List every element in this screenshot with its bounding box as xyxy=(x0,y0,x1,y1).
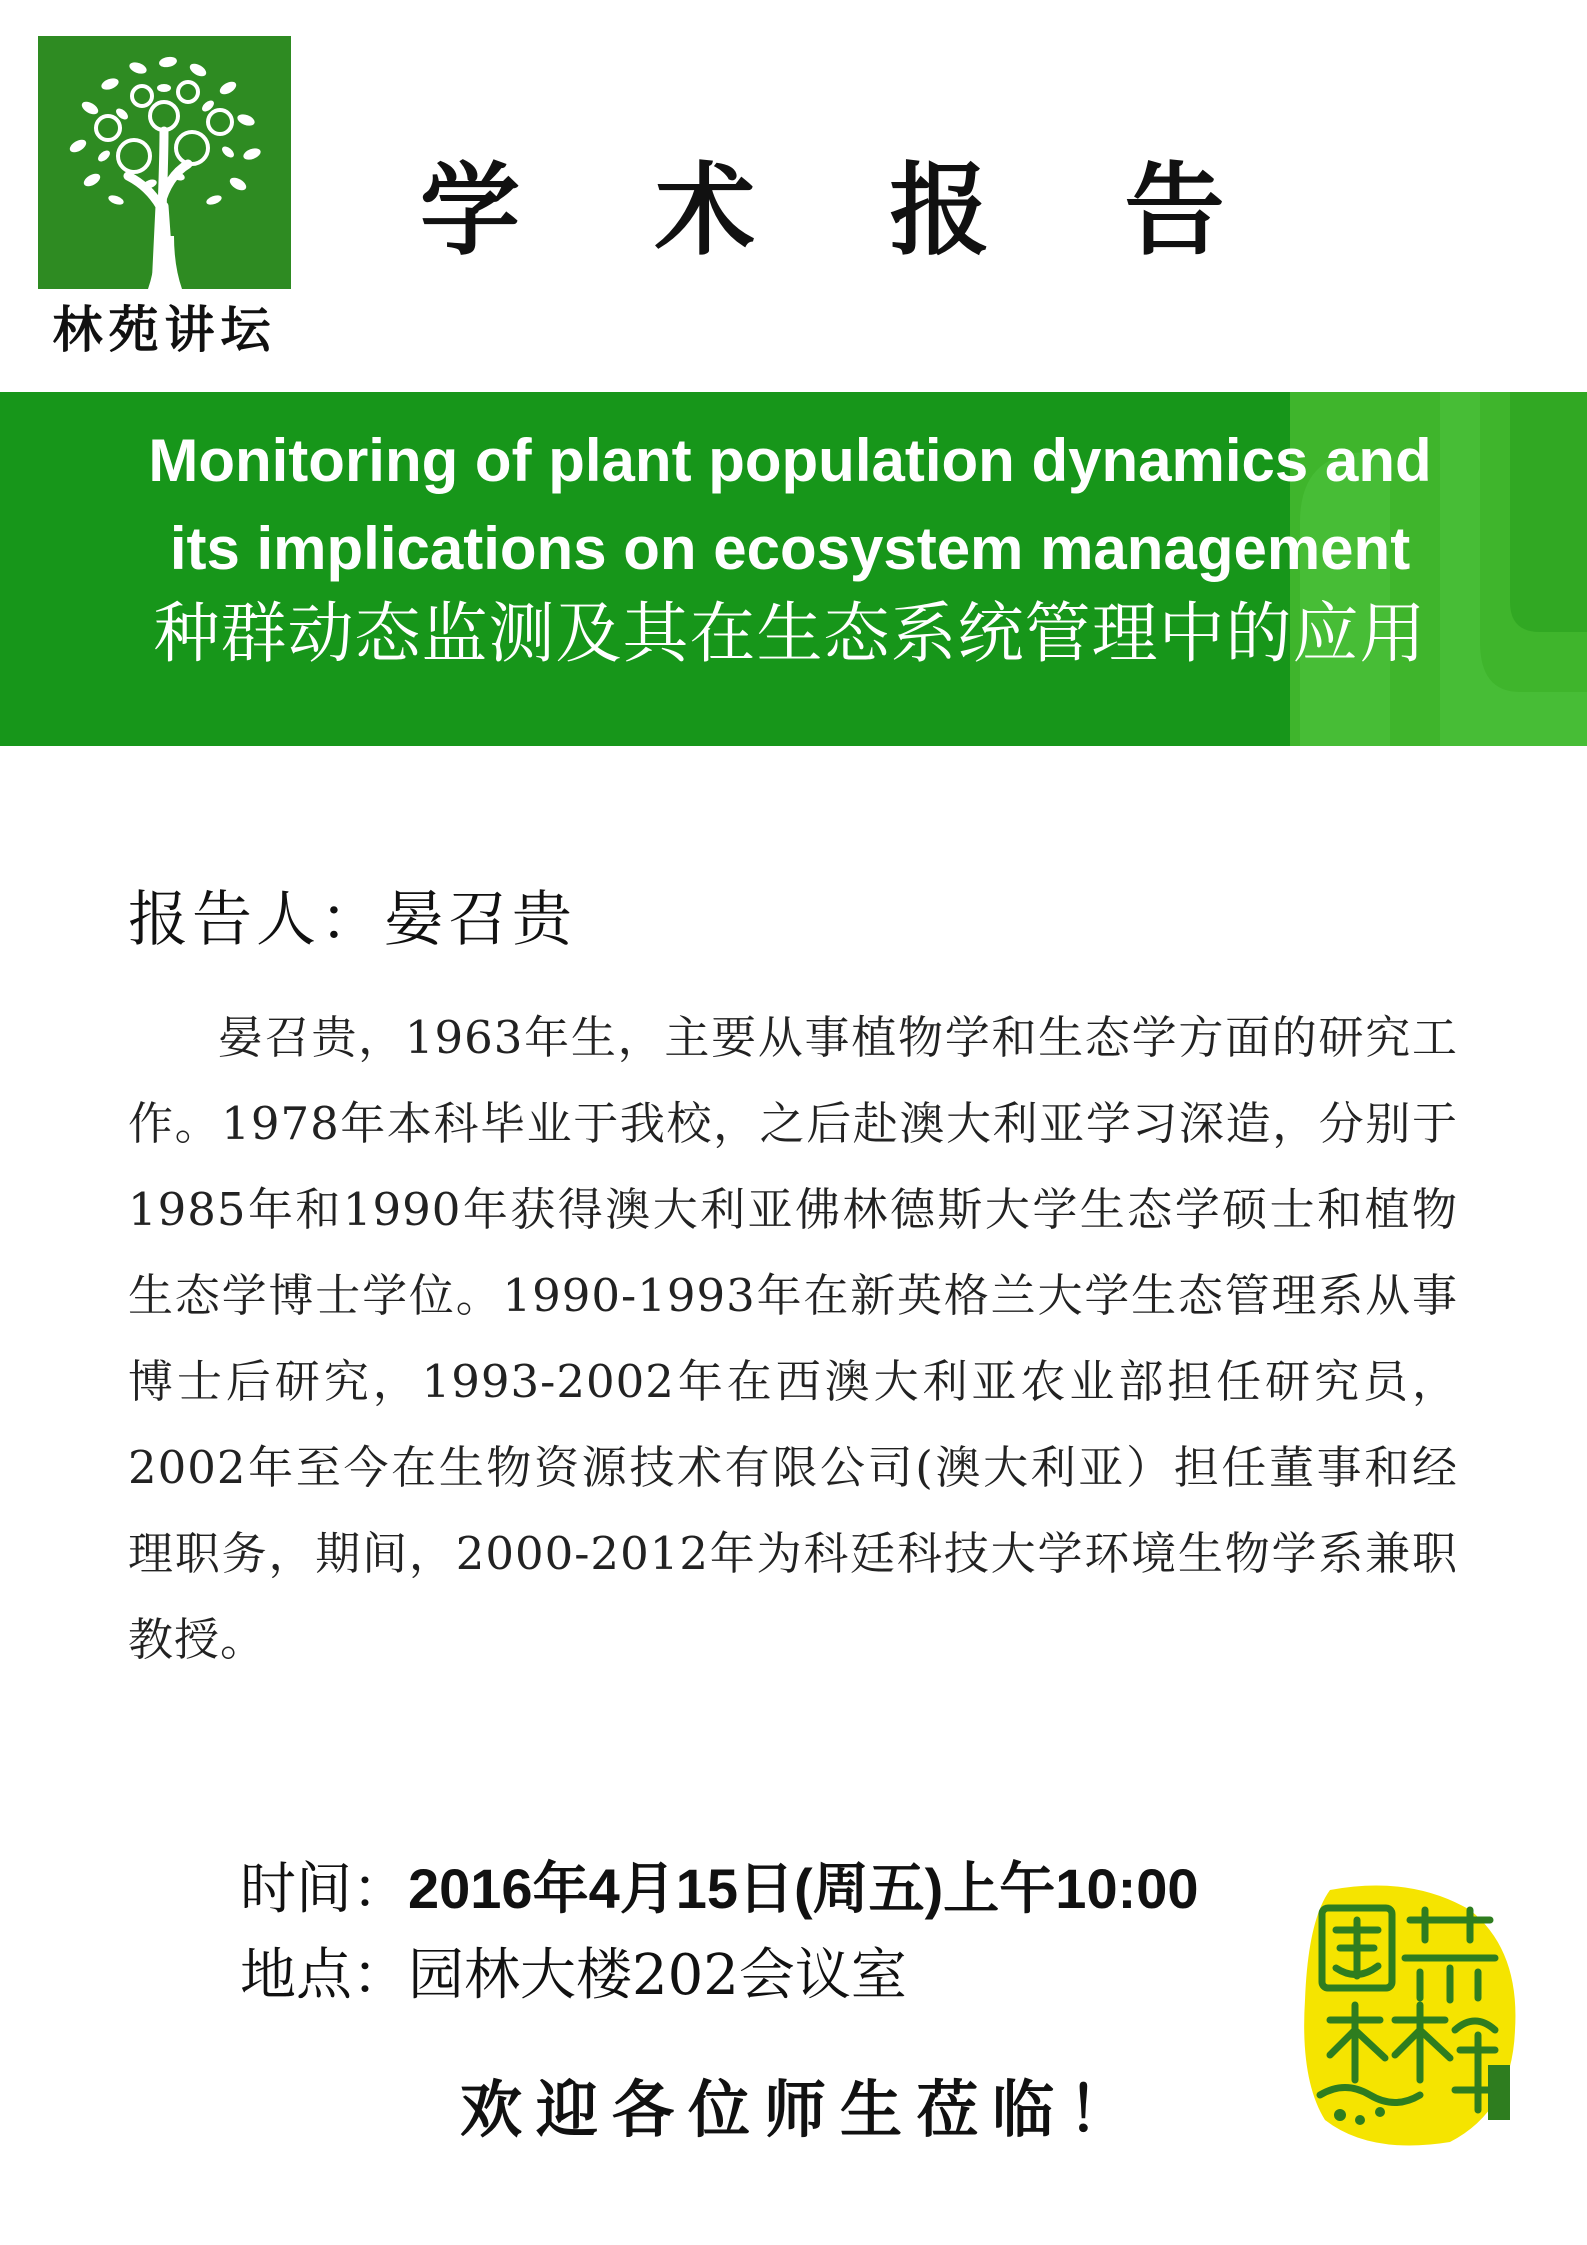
college-seal xyxy=(1300,1880,1525,2150)
title-banner xyxy=(0,392,1587,746)
banner-title-en-line2: its implications on ecosystem management xyxy=(169,515,1411,582)
event-time xyxy=(240,1846,1199,1932)
college-seal-icon xyxy=(1300,1880,1525,2150)
logo-tree xyxy=(38,36,291,289)
speaker-bio: 晏召贵，1963年生，主要从事植物学和生态学方面的研究工作。1978年本科毕业于我校，之后赴澳大利亚学习深造，分别于1985年和1990年获得澳大利亚佛林德斯大学生态学硕士和植物生态学博士学位。1990-1993年在新英格兰大学生态管理系从事博士后研究，1993-2002年在西澳大利亚农业部担任研究员，2002年至今在生物资源技术有限公司(澳大利亚）担任董事和经理职务，期间，2000-2012年为科廷科技大学环境生物学系兼职教授。 xyxy=(128,1011,1458,1666)
event-place xyxy=(240,1933,907,2019)
speaker-label: 报告人：晏召贵 xyxy=(128,885,576,955)
place-value: 园林大楼202会议室 xyxy=(408,1943,907,2008)
banner-title-cn: 种群动态监测及其在生态系统管理中的应用 xyxy=(153,595,1427,672)
logo-text: 林苑讲坛 xyxy=(52,301,277,359)
page-title: 学 术 报 告 xyxy=(420,151,1275,269)
time-label: 时间： xyxy=(240,1857,408,1922)
welcome-message: 欢迎各位师生莅临！ xyxy=(460,2073,1145,2146)
time-value: 2016年4月15日(周五)上午10:00 xyxy=(408,1857,1199,1920)
tree-icon xyxy=(38,36,291,289)
banner-title-en-line1: Monitoring of plant population dynamics and xyxy=(148,427,1432,494)
place-label: 地点： xyxy=(240,1943,408,2008)
